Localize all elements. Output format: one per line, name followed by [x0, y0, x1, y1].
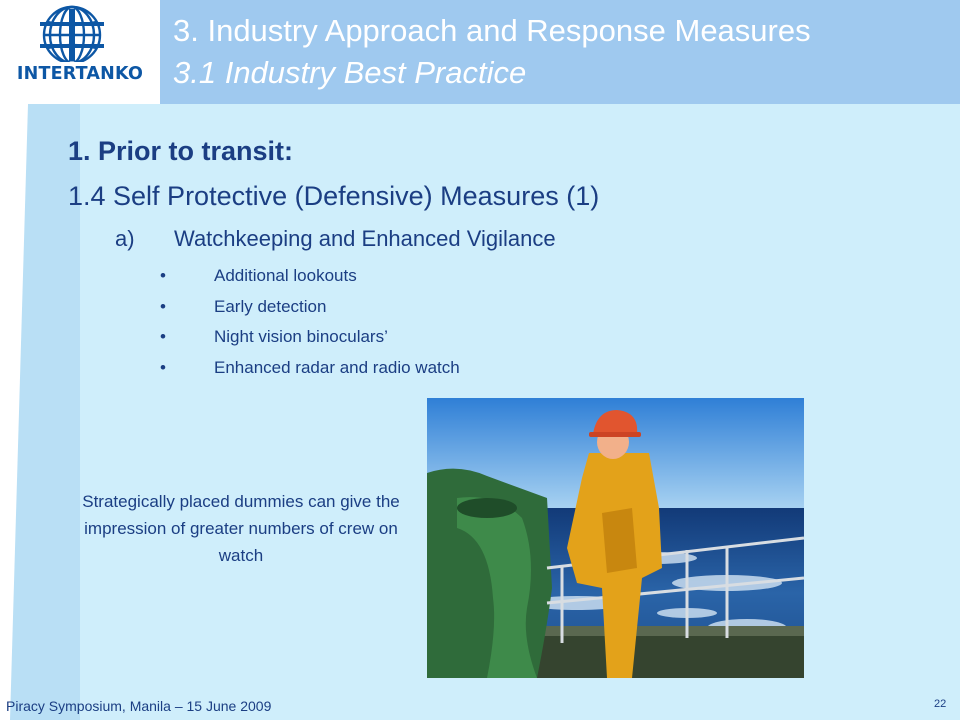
logo-wordmark: INTERTANKO [16, 64, 144, 84]
crew-lookout-photo [427, 398, 804, 678]
bullet-icon: • [160, 357, 166, 377]
section-heading: 1. Prior to transit: [68, 136, 294, 166]
slide-subtitle: 3.1 Industry Best Practice [173, 55, 527, 90]
page-number: 22 [934, 698, 947, 710]
globe-icon [0, 0, 160, 62]
subitem-label: Watchkeeping and Enhanced Vigilance [174, 226, 556, 251]
bullet-icon: • [160, 266, 166, 285]
intertanko-logo [0, 0, 160, 104]
subitem-a [115, 226, 556, 252]
bullet-text: Early detection [214, 296, 327, 316]
bullet-text: Enhanced radar and radio watch [214, 357, 460, 377]
bullet-icon: • [160, 327, 166, 346]
subsection-heading: 1.4 Self Protective (Defensive) Measures (1) [68, 181, 600, 211]
photo-caption: Strategically placed dummies can give the impression of greater numbers of crew on watch [82, 492, 400, 565]
bullet-text: Additional lookouts [214, 266, 357, 285]
bullet-icon: • [160, 296, 166, 316]
subitem-marker: a) [115, 226, 135, 251]
bullet-text: Night vision binoculars’ [214, 327, 388, 346]
footer-event: Piracy Symposium, Manila – 15 June 2009 [6, 698, 272, 714]
slide-title: 3. Industry Approach and Response Measures [173, 13, 811, 48]
